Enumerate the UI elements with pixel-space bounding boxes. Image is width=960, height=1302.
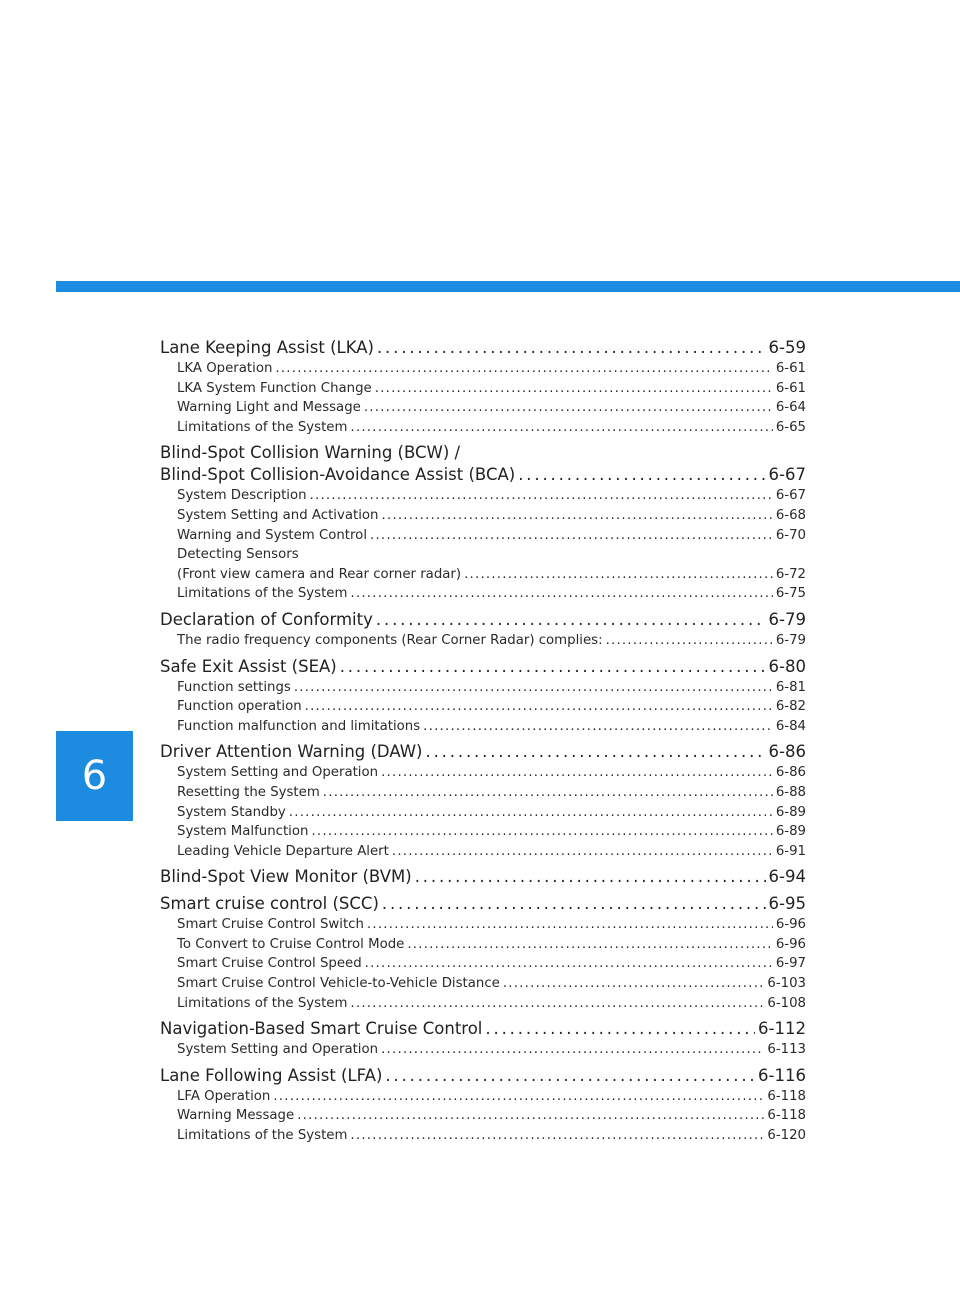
item-page: 6-120	[767, 1128, 806, 1144]
item-title: System Setting and Activation	[177, 507, 379, 523]
leader-dots	[310, 486, 773, 506]
item-title: Warning Light and Message	[177, 400, 361, 416]
leader-dots	[375, 379, 773, 399]
toc-item[interactable]	[160, 359, 806, 379]
leader-dots	[294, 678, 773, 698]
item-page: 6-75	[775, 586, 806, 602]
leader-dots	[381, 1040, 764, 1060]
chapter-number: 6	[81, 753, 108, 799]
leader-dots	[370, 526, 773, 546]
toc-item[interactable]	[160, 717, 806, 737]
leader-dots	[289, 803, 773, 823]
section-page: 6-116	[758, 1065, 806, 1085]
section-page: 6-79	[768, 609, 806, 629]
toc-item[interactable]	[160, 697, 806, 717]
toc-item[interactable]	[160, 803, 806, 823]
toc-item[interactable]	[160, 506, 806, 526]
leader-dots	[381, 763, 773, 783]
section-page: 6-86	[768, 742, 806, 762]
item-title: System Setting and Operation	[177, 765, 379, 781]
header-accent-bar	[56, 281, 960, 292]
section-page: 6-59	[768, 338, 806, 357]
leader-dots	[376, 609, 766, 631]
toc-item[interactable]	[160, 954, 806, 974]
item-page: 6-70	[775, 527, 806, 543]
item-page: 6-61	[775, 361, 806, 376]
toc-item[interactable]	[160, 822, 806, 842]
section-page: 6-67	[768, 465, 806, 485]
leader-dots	[367, 915, 773, 935]
leader-dots	[350, 584, 772, 604]
section-title: Navigation-Based Smart Cruise Control	[160, 1019, 483, 1039]
item-page: 6-96	[775, 917, 806, 933]
item-page: 6-89	[775, 824, 806, 840]
item-title: LFA Operation	[177, 1088, 271, 1104]
leader-dots	[485, 1018, 755, 1040]
leader-dots	[415, 866, 766, 888]
toc-item[interactable]	[160, 763, 806, 783]
leader-dots	[305, 697, 773, 717]
item-page: 6-108	[767, 995, 806, 1011]
toc-item[interactable]	[160, 526, 806, 546]
leader-dots	[377, 337, 766, 359]
item-title: LKA System Function Change	[177, 380, 372, 396]
item-title: Limitations of the System	[177, 995, 348, 1011]
toc-item[interactable]	[160, 974, 806, 994]
item-title: Warning Message	[177, 1108, 295, 1124]
item-page: 6-68	[775, 507, 806, 523]
item-page: 6-81	[775, 679, 806, 695]
item-title: Function malfunction and limitations	[177, 718, 421, 734]
leader-dots	[464, 565, 773, 585]
item-page: 6-84	[775, 718, 806, 734]
toc-section-nscc[interactable]	[160, 1018, 806, 1040]
section-page: 6-95	[768, 894, 806, 914]
item-title: The radio frequency components (Rear Corner Radar) complies:	[177, 632, 603, 648]
item-title: Limitations of the System	[177, 419, 348, 435]
toc-section-conformity[interactable]	[160, 609, 806, 631]
toc-section-bca[interactable]	[160, 464, 806, 486]
item-title: Leading Vehicle Departure Alert	[177, 843, 389, 859]
chapter-tab[interactable]	[56, 731, 133, 821]
item-title: System Description	[177, 488, 307, 504]
item-page: 6-64	[775, 400, 806, 416]
leader-dots	[365, 954, 773, 974]
toc-item[interactable]	[160, 418, 806, 438]
item-title: Smart Cruise Control Switch	[177, 917, 364, 933]
leader-dots	[364, 398, 773, 418]
section-title: Smart cruise control (SCC)	[160, 894, 379, 914]
section-page: 6-112	[758, 1019, 806, 1039]
toc-item[interactable]	[160, 584, 806, 604]
item-title: Limitations of the System	[177, 1128, 348, 1144]
section-title: Driver Attention Warning (DAW)	[160, 742, 423, 762]
toc-section-sea[interactable]	[160, 656, 806, 678]
leader-dots	[606, 631, 773, 651]
section-page: 6-80	[768, 656, 806, 676]
toc-item[interactable]	[160, 783, 806, 803]
leader-dots	[518, 464, 765, 486]
toc-item[interactable]	[160, 915, 806, 935]
toc-item[interactable]	[160, 678, 806, 698]
toc-section-bcw-title[interactable]: Blind-Spot Collision Warning (BCW) /	[160, 443, 461, 463]
section-title: Lane Keeping Assist (LKA)	[160, 338, 374, 357]
toc-item[interactable]	[160, 935, 806, 955]
section-title: Blind-Spot Collision-Avoidance Assist (BCA)	[160, 465, 516, 485]
toc-item[interactable]	[160, 994, 806, 1014]
item-title: Smart Cruise Control Vehicle-to-Vehicle Distance	[177, 976, 500, 992]
item-page: 6-67	[775, 488, 806, 504]
item-title: Warning and System Control	[177, 527, 368, 543]
item-page: 6-118	[767, 1088, 806, 1104]
item-title: System Standby	[177, 804, 286, 820]
section-title: Lane Following Assist (LFA)	[160, 1065, 383, 1085]
item-page: 6-118	[767, 1108, 806, 1124]
toc-section-daw[interactable]	[160, 741, 806, 763]
item-page: 6-91	[775, 843, 806, 859]
table-of-contents	[160, 337, 806, 1146]
item-title: Function settings	[177, 679, 291, 695]
leader-dots	[503, 974, 765, 994]
leader-dots	[426, 741, 766, 763]
item-title: Limitations of the System	[177, 586, 348, 602]
leader-dots	[275, 359, 772, 379]
item-page: 6-96	[775, 936, 806, 952]
section-title: Safe Exit Assist (SEA)	[160, 656, 337, 676]
toc-item[interactable]	[160, 1126, 806, 1146]
toc-section-bvm[interactable]	[160, 866, 806, 888]
item-title: Resetting the System	[177, 784, 320, 800]
item-page: 6-82	[775, 699, 806, 715]
item-page: 6-113	[767, 1042, 806, 1058]
item-title: LKA Operation	[177, 361, 273, 376]
toc-item[interactable]	[160, 398, 806, 418]
leader-dots	[323, 783, 773, 803]
leader-dots	[385, 1065, 755, 1087]
item-page: 6-88	[775, 784, 806, 800]
item-title: Function operation	[177, 699, 302, 715]
section-title: Declaration of Conformity	[160, 609, 373, 629]
item-page: 6-79	[775, 632, 806, 648]
toc-item-heading[interactable]: Detecting Sensors	[177, 547, 299, 563]
toc-item[interactable]	[160, 1040, 806, 1060]
item-title: (Front view camera and Rear corner radar)	[177, 566, 462, 582]
leader-dots	[350, 994, 764, 1014]
item-title: System Setting and Operation	[177, 1042, 379, 1058]
toc-item[interactable]	[160, 1087, 806, 1107]
toc-item[interactable]	[160, 379, 806, 399]
leader-dots	[340, 656, 766, 678]
leader-dots	[311, 822, 772, 842]
toc-item[interactable]	[160, 565, 806, 585]
leader-dots	[423, 717, 773, 737]
toc-item[interactable]	[160, 842, 806, 862]
item-page: 6-89	[775, 804, 806, 820]
toc-section-lka[interactable]	[160, 337, 806, 359]
toc-item[interactable]	[160, 486, 806, 506]
leader-dots	[382, 893, 766, 915]
toc-item[interactable]	[160, 1106, 806, 1126]
toc-section-scc[interactable]	[160, 893, 806, 915]
toc-item[interactable]	[160, 631, 806, 651]
leader-dots	[350, 1126, 764, 1146]
leader-dots	[273, 1087, 764, 1107]
leader-dots	[381, 506, 772, 526]
item-title: System Malfunction	[177, 824, 309, 840]
item-page: 6-103	[767, 976, 806, 992]
toc-section-lfa[interactable]	[160, 1065, 806, 1087]
leader-dots	[297, 1106, 764, 1126]
item-page: 6-72	[775, 566, 806, 582]
item-page: 6-61	[775, 380, 806, 396]
section-page: 6-94	[768, 867, 806, 887]
item-title: Smart Cruise Control Speed	[177, 956, 362, 972]
item-page: 6-86	[775, 765, 806, 781]
item-title: To Convert to Cruise Control Mode	[177, 936, 405, 952]
section-title: Blind-Spot View Monitor (BVM)	[160, 867, 412, 887]
item-page: 6-65	[775, 419, 806, 435]
leader-dots	[392, 842, 773, 862]
leader-dots	[350, 418, 772, 438]
item-page: 6-97	[775, 956, 806, 972]
leader-dots	[407, 935, 772, 955]
